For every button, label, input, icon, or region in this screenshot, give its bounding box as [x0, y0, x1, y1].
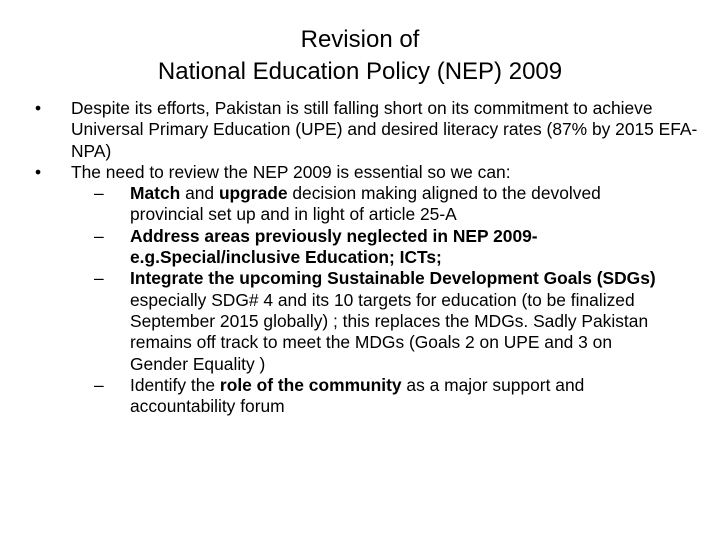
bullet-item: [28, 98, 700, 162]
title-line-1: Revision of: [300, 26, 420, 53]
bold-text: role of the community: [219, 374, 402, 395]
plain-text: especially SDG# 4 and its 10 targets for education (to be finalized September 2015 globally) ; this replaces the MDGs. Sadly Pakistan remains off track to meet the MDGs (Goals 2 on UPE and 3 on Gender Equality ): [130, 289, 649, 374]
slide-body: [28, 98, 700, 417]
dash-marker: –: [94, 225, 104, 246]
bullet-item: [28, 162, 700, 183]
bold-text: Match: [130, 183, 181, 204]
sub-bullet-item: [28, 183, 700, 226]
plain-text: decision making aligned to the devolved provincial set up and in light of article 25-A: [130, 183, 601, 225]
bullet-marker: •: [34, 161, 42, 182]
slide-title: [0, 24, 720, 88]
dash-marker: –: [94, 374, 104, 395]
dash-marker: –: [94, 183, 104, 204]
sub-bullet-item: [28, 226, 700, 269]
sub-bullet-item: [28, 375, 700, 418]
plain-text: Identify the: [130, 374, 220, 395]
title-line-2: National Education Policy (NEP) 2009: [157, 58, 563, 85]
dash-marker: –: [94, 268, 104, 289]
bold-text: Integrate the upcoming Sustainable Development Goals (SDGs): [130, 268, 656, 289]
bullet-marker: •: [34, 98, 42, 118]
bold-text: upgrade: [218, 183, 288, 204]
plain-text: and: [180, 183, 219, 204]
plain-text: as a major support and accountability forum: [130, 374, 585, 417]
bullet-text: Despite its efforts, Pakistan is still falling short on its commitment to achieve Universal Primary Education (UPE) and desired literacy rates (87% by 2015 EFA- NPA): [71, 98, 698, 161]
sub-bullet-item: [28, 268, 700, 374]
bullet-text: The need to review the NEP 2009 is essential so we can:: [71, 161, 511, 182]
bold-text: Address areas previously neglected in NEP 2009-e.g.Special/inclusive Education; ICTs;: [130, 225, 538, 268]
